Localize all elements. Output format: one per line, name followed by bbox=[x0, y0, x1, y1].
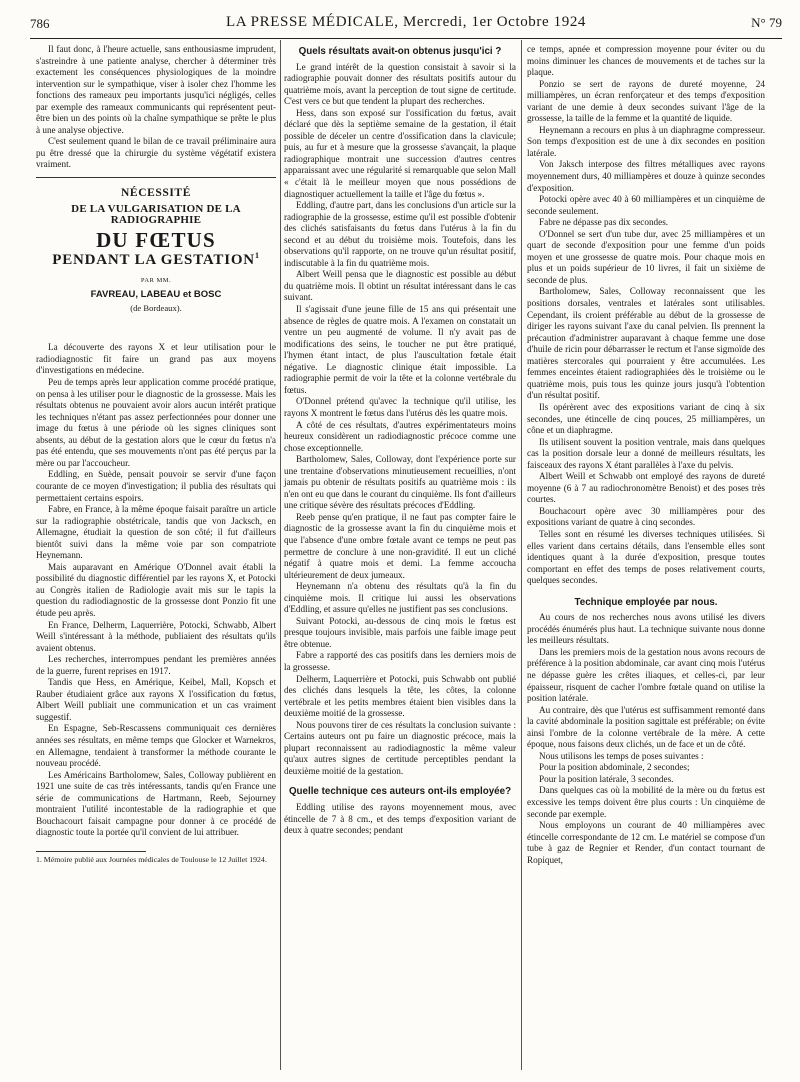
paragraph: Ponzio se sert de rayons de dureté moyenne, 24 milliampères, un écran renforçateur et des temps d'exposition variant de une demie à deux secondes suivant l'âge de la grossesse, la taille de la femme et la quantité de liquide. bbox=[527, 78, 765, 124]
paragraph: Fabre, en France, à la même époque faisait paraître un article sur la radiographie obstétricale, tandis que von Jacksch, en Allemagne, étudiait la question de son côté; il fut d'ailleurs bientôt suivi dans la même voie par son compatriote Heynemann. bbox=[36, 504, 276, 561]
paragraph: Dans quelques cas où la mobilité de la mère ou du fœtus est excessive les temps doivent être plus courts : Un cinquième de seconde par exemple. bbox=[527, 785, 765, 819]
title-line: DE LA VULGARISATION DE LA RADIOGRAPHIE bbox=[71, 202, 241, 227]
column-2 bbox=[284, 44, 516, 837]
paragraph: A côté de ces résultats, d'autres expérimentateurs moins heureux considèrent un radiodiagnostic précoce comme une chose exceptionnelle. bbox=[284, 419, 516, 453]
paragraph: Il s'agissait d'une jeune fille de 15 ans qui présentait une absence de règles de quatre mois. A l'examen on constatait un ventre un peu augmenté de volume. Il n'y avait pas de modifications des seins, le toucher ne put être pratiqué, l'hymen étant intact, de plus l'auscultation fœtale était négative. Le diagnostic clinique était impossible. La radiographie permit de voir la tête et la colonne vertébrale du fœtus. bbox=[284, 304, 516, 395]
footnote-mark: 1 bbox=[254, 251, 260, 261]
paragraph: Bartholomew, Sales, Colloway, dont l'expérience porte sur une trentaine d'observations minutieusement recueillies, n'ont jamais pu obtenir de résultats positifs au quatrième mois : ils n'en ont eu que dans le courant du cinquième. Ils font d'ailleurs une critique sévère des résultats précoces d'Eddling. bbox=[284, 454, 516, 511]
paragraph: Au contraire, dès que l'utérus est suffisamment remonté dans la cavité abdominale la position sagittale est préférable; on évite ainsi l'ombre de la colonne vertébrale de la mère. A cette époque, nous faisons deux clichés, un de face et un de côté. bbox=[527, 704, 765, 750]
paragraph: O'Donnel prétend qu'avec la technique qu'il utilise, les rayons X montrent le fœtus dans l'utérus dès les quatre mois. bbox=[284, 396, 516, 418]
paragraph: Telles sont en résumé les diverses techniques utilisées. Si elles varient dans certains détails, dans l'ensemble elles sont identiques quant à la durée d'exposition, presque toutes comportant en effet des temps de poses relativement courts, quelques secondes. bbox=[527, 528, 765, 586]
column-3 bbox=[527, 44, 765, 866]
paragraph: Reeb pense qu'en pratique, il ne faut pas compter faire le diagnostic de la grossesse avant la fin du cinquième mois et que l'absence d'une ombre fœtale avant ce temps ne peut pas permettre de conclure à une non-gravidité. Il eut un cliché négatif à quatre mois et demi. La femme accoucha ultérieurement de deux jumeaux. bbox=[284, 511, 516, 580]
paragraph: La découverte des rayons X et leur utilisation pour le radiodiagnostic fit faire un grand pas aux moyens d'investigations en médecine. bbox=[36, 342, 276, 376]
paragraph: O'Donnel se sert d'un tube dur, avec 25 milliampères et un quart de seconde d'exposition pour une femme d'un poids moyen et une grossesse de quatre mois. Pour chaque mois en plus et un poids supérieur de 10 livres, il fait un sixième de seconde de plus. bbox=[527, 228, 765, 285]
column-divider bbox=[280, 40, 281, 1070]
column-divider bbox=[521, 40, 522, 1070]
paragraph: Nous utilisons les temps de poses suivantes : bbox=[539, 750, 704, 761]
paragraph: Nous employons un courant de 40 milliampères avec étincelle correspondante de 12 cm. Le matériel se compose d'un tube à gaz de Regnier et Render, d'un contact tournant de Ropiquet, bbox=[527, 820, 765, 865]
article-title bbox=[36, 188, 276, 314]
paragraph: Heynemann n'a obtenu des résultats qu'à la fin du cinquième mois. Il critique lui aussi les observations d'Eddling, et assure qu'elles ne justifient pas ses conclusions. bbox=[284, 581, 516, 615]
title-line bbox=[36, 250, 276, 267]
journal-title: LA PRESSE MÉDICALE, Mercredi, 1er Octobre 1924 bbox=[225, 14, 587, 30]
page-number: 786 bbox=[30, 16, 50, 31]
divider bbox=[36, 177, 276, 178]
title-line: NÉCESSITÉ bbox=[121, 187, 191, 200]
issue-number: N° 79 bbox=[751, 15, 782, 30]
paragraph: Bartholomew, Sales, Colloway reconnaissent que les positions dorsales, ventrales et latérales sont utilisables. Cependant, ils croient préférable au début de la grossesse de diriger les rayons suivant l'axe du canal pelvien. Ils prennent la précaution d'administrer auparavant à chaque femme une dose d'huile de ricin pour débarrasser le rectum et l'anse sigmoïde des matières stercorales qui pourraient y être accumulées. Les femmes enceintes étaient radiographiées dès le troisième ou le quatrième mois, puis tous les quinze jours jusqu'à l'obtention d'un résultat positif. bbox=[527, 286, 765, 401]
paragraph: Les Américains Bartholomew, Sales, Colloway publièrent en 1921 une suite de cas très intéressants, tandis qu'en France une série de communications de Hartmann, Reeb, Sejourney montraient l'utilité incontestable de la radiographie et que Bouchacourt faisait campagne pour donner à ce procédé de diagnostic toute la portée qu'il convient de lui attribuer. bbox=[36, 769, 276, 838]
paragraph: Mais auparavant en Amérique O'Donnel avait établi la possibilité du diagnostic différentiel par les rayons X, et Potocki au Congrès italien de Radiologie avait mis sur le tapis la question du radiodiagnostic de la grossesse dont Ponzio fit une étude peu après. bbox=[36, 561, 276, 618]
paragraph: Von Jaksch interpose des filtres métalliques avec rayons moyennement durs, 40 milliampères et douze à quinze secondes d'exposition. bbox=[527, 159, 765, 193]
footnote-text: 1. Mémoire publié aux Journées médicales de Toulouse le 12 Juillet 1924. bbox=[36, 854, 267, 864]
authors: FAVREAU, LABEAU et BOSC bbox=[90, 289, 222, 301]
paragraph: En France, Delherm, Laquerrière, Potocki, Schwabb, Albert Weill s'intéressant à la méthode, publiaient des résultats qu'ils avaient obtenus. bbox=[36, 619, 276, 653]
paragraph: Les recherches, interrompues pendant les premières années de la guerre, furent reprises en 1917. bbox=[36, 654, 276, 676]
footnote bbox=[36, 851, 267, 865]
author-location: (de Bordeaux). bbox=[130, 302, 182, 313]
paragraph: Suivant Potocki, au-dessous de cinq mois le fœtus est presque toujours invisible, mais parfois une faible image peut être obtenue. bbox=[284, 615, 516, 649]
paragraph: Pour la position latérale, 3 secondes. bbox=[539, 773, 674, 784]
paragraph: Heynemann a recours en plus à un diaphragme compresseur. Son temps d'exposition est de une à dix secondes en position latérale. bbox=[527, 124, 765, 158]
paragraph: Le grand intérêt de la question consistait à savoir si la radiographie pouvait donner des résultats positifs autour du quatrième mois, avant la perception de tout signe de certitude. C'est vers ce but que tendent la plupart des recherches. bbox=[284, 61, 516, 107]
paragraph: Pour la position abdominale, 2 secondes; bbox=[539, 762, 690, 773]
paragraph: Eddling, en Suède, pensait pouvoir se servir d'une façon courante de ce moyen d'investigation; il publia des résultats qui permettaient certains espoirs. bbox=[36, 469, 276, 503]
page-header bbox=[30, 12, 782, 39]
paragraph: Dans les premiers mois de la gestation nous avons recours de préférence à la position abdominale, car avant cinq mois l'utérus ne dépasse guère les crêtes iliaques, et celles-ci, par leur épaisseur, risquent de cacher l'ombre fœtale quand on utilise la position latérale. bbox=[527, 646, 765, 704]
paragraph: C'est seulement quand le bilan de ce travail préliminaire aura pu être dressé que la chirurgie du système végétatif existera vraiment. bbox=[36, 136, 276, 170]
paragraph: Tandis que Hess, en Amérique, Keibel, Mall, Kopsch et Rauber étudiaient grâce aux rayons X l'ossification du fœtus, Albert Weill publiait une communication et un cas vraiment suggestif. bbox=[36, 677, 276, 722]
paragraph: Hess, dans son exposé sur l'ossification du fœtus, avait déclaré que dès la septième semaine de la gestation, il était possible de déceler un centre d'ossification dans la clavicule; puis, au fur et à mesure que la grossesse s'avançait, la plaque radiographique montrait une succession d'autres centres apparaissant avec une régularité si remarquable que selon Mall « c'était là le meilleur moyen que nous possédions de diagnostiquer actuellement la taille et l'âge du fœtus ». bbox=[284, 107, 516, 199]
paragraph: Il faut donc, à l'heure actuelle, sans enthousiasme imprudent, s'astreindre à une patiente analyse, chercher à déterminer très exactement les conséquences physiologiques de la moindre intervention sur le sympathique, viser à isoler chez l'homme les fonctions des rameaux peu importants jusqu'ici négligés, celles par exemple des rameaux communicants qui représentent peut-être bien un des points où la chaîne sympathique se prête le plus à une analyse objective. bbox=[36, 44, 276, 135]
paragraph: Fabre ne dépasse pas dix secondes. bbox=[539, 217, 669, 228]
byline-prefix: PAR MM. bbox=[140, 276, 172, 284]
title-line: DU FŒTUS bbox=[96, 227, 216, 252]
section-heading: Technique employée par nous. bbox=[574, 596, 718, 608]
paragraph: ce temps, apnée et compression moyenne pour éviter ou du moins diminuer les chances de mouvements et de taches sur la plaque. bbox=[527, 44, 765, 78]
paragraph: Peu de temps après leur application comme procédé pratique, on pensa à les utiliser pour le diagnostic de la grossesse. Mais les résultats obtenus ne pouvaient avoir alors aucun intérêt pratique les techniques n'étant pas assez perfectionnées pour donner une image du fœtus à une période où les signes cliniques sont absents, au début de la gestation alors que le cœur du fœtus n'a pas été entendu, que ses mouvements n'ont pas été perçus par la mère ou par l'accoucheur. bbox=[36, 377, 276, 468]
paragraph: Eddling utilise des rayons moyennement mous, avec étincelle de 7 à 8 cm., et des temps d'exposition variant de deux à quatre secondes; pendant bbox=[284, 802, 516, 836]
section-heading: Quels résultats avait-on obtenus jusqu'ici ? bbox=[298, 46, 502, 57]
column-1 bbox=[36, 44, 276, 865]
paragraph: En Espagne, Seb-Rescassens communiquait ces dernières années ses résultats, en même temps que Glocker et Warnekros, en Allemagne, tendaient à transformer la méthode courante le nouveau procédé. bbox=[36, 723, 276, 769]
paragraph: Nous pouvons tirer de ces résultats la conclusion suivante : Certains auteurs ont pu faire un diagnostic précoce, mais la plupart reconnaissent au radiodiagnostic la même valeur qu'aux autres signes de certitude perceptibles pendant la deuxième moitié de la gestation. bbox=[284, 719, 516, 776]
paragraph: Eddling, d'autre part, dans les conclusions d'un article sur la radiographie de la grossesse, estime qu'il est possible d'obtenir des clichés satisfaisants du fœtus dans l'utérus à la fin du second et au début du troisième mois. Toutefois, dans les observations qu'il rapporte, on ne trouve qu'un résultat positif, indiscutable à la fin du quatrième mois. bbox=[284, 200, 516, 268]
title-text: PENDANT LA GESTATION bbox=[52, 252, 255, 269]
section-heading: Quelle technique ces auteurs ont-ils employée? bbox=[288, 786, 512, 798]
paragraph: Fabre a rapporté des cas positifs dans les derniers mois de la grossesse. bbox=[284, 650, 516, 672]
paragraph: Bouchacourt opère avec 30 milliampères pour des expositions variant de quatre à cinq secondes. bbox=[527, 505, 765, 528]
paragraph: Potocki opère avec 40 à 60 milliampères et un cinquième de seconde seulement. bbox=[527, 194, 765, 216]
paragraph: Delherm, Laquerrière et Potocki, puis Schwabb ont publié des clichés dans lesquels la tête, les côtes, la colonne vertébrale et les petits membres étaient bien visibles dans la deuxième moitié de la grossesse. bbox=[284, 673, 516, 719]
paragraph: Ils utilisent souvent la position ventrale, mais dans quelques cas la position dorsale leur a donné de meilleurs résultats, les faisceaux des rayons X étant parallèles à l'axe du pelvis. bbox=[527, 436, 765, 470]
paragraph: Albert Weill et Schwabb ont employé des rayons de dureté moyenne (6 à 7 au radiochronomètre Benoist) et des poses très courtes. bbox=[527, 471, 765, 505]
paragraph: Albert Weill pensa que le diagnostic est possible au début du quatrième mois. Il obtint un résultat intéressant dans le cas suivant. bbox=[284, 269, 516, 303]
paragraph: Au cours de nos recherches nous avons utilisé les divers procédés énumérés plus haut. La technique suivante nous donne les meilleurs résultats. bbox=[527, 612, 765, 646]
paragraph: Ils opérèrent avec des expositions variant de cinq à six secondes, une étincelle de cinq pouces, 25 milliampères, un cône et un diaphragme. bbox=[527, 401, 765, 436]
